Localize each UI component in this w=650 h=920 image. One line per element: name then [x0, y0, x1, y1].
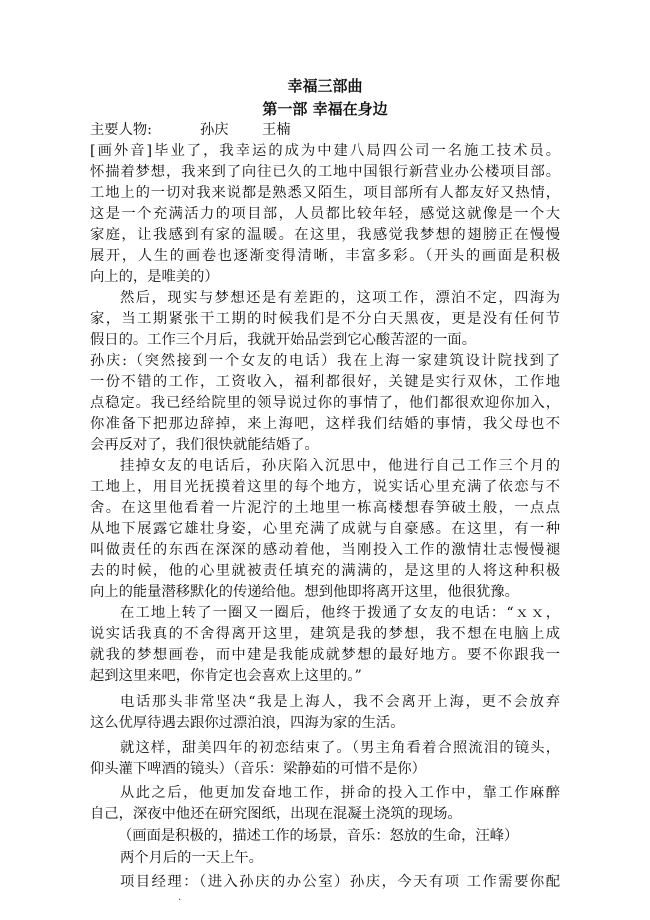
body-line: 展开，人生的画卷也逐渐变得清晰，丰富多彩。（开头的画面是积极 [90, 248, 560, 264]
cast-name-1: 孙庆 [200, 122, 229, 138]
body-line: 两个月后的一天上午。 [120, 850, 263, 866]
footer-mark: . [178, 892, 182, 903]
body-line: 这是一个充满活力的项目部，人员都比较年轻，感觉这就像是一个大 [90, 206, 560, 222]
body-line: 工地上的一切对我来说都是熟悉又陌生，项目部所有人都友好又热情， [90, 185, 560, 201]
body-line: 舍。在这里他看着一片泥泞的土地里一栋高楼想春笋破土般，一点点 [90, 500, 560, 516]
body-line: 项目经理：（进入孙庆的办公室）孙庆，今天有项 工作需要你配 [120, 874, 560, 890]
document-title: 幸福三部曲 [287, 77, 363, 95]
body-line: 一份不错的工作，工资收入，福利都很好，关键是实行双休，工作地 [90, 374, 560, 390]
body-line: 自己，深夜中他还在研究图纸，出现在混凝土浇筑的现场。 [90, 806, 462, 822]
body-line: 向上的能量潜移默化的传递给他。想到他即将离开这里，他很犹豫。 [90, 584, 519, 600]
body-line: 假日的。工作三个月后，我就开始品尝到它心酸苦涩的一面。 [90, 332, 477, 348]
body-line: 去的时候，他的心里就被责任填充的满满的，是这里的人将这种积极 [90, 563, 560, 579]
body-line: 就我的梦想画卷，而中建是我能成就梦想的最好地方。要不你跟我一 [90, 647, 560, 663]
body-line: 怀揣着梦想，我来到了向往已久的工地中国银行新营业办公楼项目部。 [90, 164, 560, 180]
body-line: 工地上，用目光抚摸着这里的每个地方，说实话心里充满了依恋与不 [90, 479, 560, 495]
cast-label: 主要人物: [90, 122, 153, 138]
body-line: 然后，现实与梦想还是有差距的，这项工作，漂泊不定，四海为 [120, 290, 560, 306]
body-line: （画面是积极的，描述工作的场景，音乐：怒放的生命，汪峰） [118, 828, 519, 844]
body-line: 家，当工期紧张干工期的时候我们是不分白天黑夜，更是没有任何节 [90, 311, 560, 327]
body-line: 就这样，甜美四年的初恋结束了。（男主角看着合照流泪的镜头， [120, 740, 560, 756]
body-line: 会再反对了，我们很快就能结婚了。 [90, 437, 319, 453]
body-line: 说实话我真的不舍得离开这里，建筑是我的梦想，我不想在电脑上成 [90, 626, 560, 642]
body-line: 仰头灌下啤酒的镜头）（音乐：梁静茹的可惜不是你） [90, 761, 426, 777]
document-subtitle: 第一部 幸福在身边 [262, 100, 388, 118]
body-line: 从此之后，他更加发奋地工作，拼命的投入工作中，靠工作麻醉 [120, 785, 560, 801]
body-line: 向上的，是唯美的） [90, 269, 219, 285]
cast-name-2: 王楠 [262, 122, 291, 138]
body-line: 叫做责任的东西在深深的感动着他，当刚投入工作的激情壮志慢慢褪 [90, 542, 560, 558]
body-line: 点稳定。我已经给院里的领导说过你的事情了，他们都很欢迎你加入， [90, 395, 560, 411]
body-line: [画外音]毕业了，我幸运的成为中建八局四公司一名施工技术员。 [90, 143, 560, 159]
body-line: 家庭，让我感到有家的温暖。在这里，我感觉我梦想的翅膀正在慢慢 [90, 227, 560, 243]
body-line: 孙庆:（突然接到一个女友的电话）我在上海一家建筑设计院找到了 [90, 353, 560, 369]
body-line: 电话那头非常坚决“我是上海人，我不会离开上海，更不会放弃 [120, 694, 560, 710]
body-line: 挂掉女友的电话后，孙庆陷入沉思中，他进行自己工作三个月的 [120, 458, 560, 474]
body-line: 在工地上转了一圈又一圈后，他终于拨通了女友的电话：“ｘｘ， [120, 605, 560, 621]
body-line: 这么优厚待遇去跟你过漂泊浪，四海为家的生活。 [90, 715, 405, 731]
body-line: 从地下展露它雄壮身姿，心里充满了成就与自豪感。在这里，有一种 [90, 521, 560, 537]
body-line: 起到这里来吧，你肯定也会喜欢上这里的。” [90, 668, 362, 684]
body-line: 你准备下把那边辞掉，来上海吧，这样我们结婚的事情，我父母也不 [90, 416, 560, 432]
